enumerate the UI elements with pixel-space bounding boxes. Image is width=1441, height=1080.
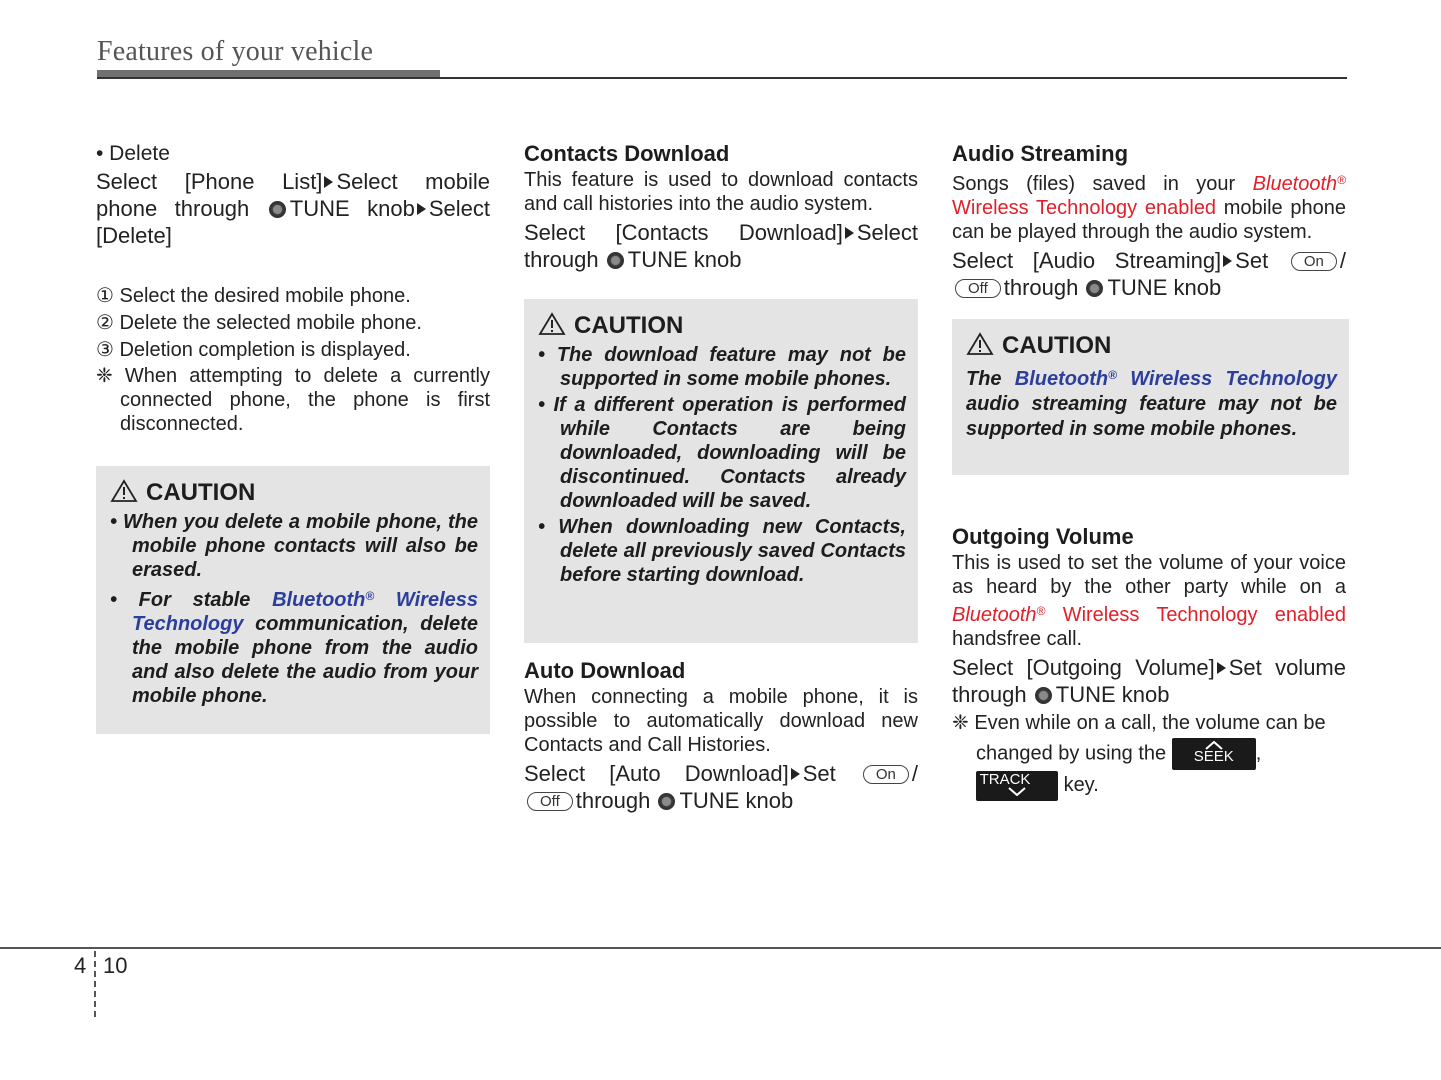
tune-knob-icon — [269, 201, 286, 218]
arrow-right-icon — [1217, 662, 1226, 674]
caution-body: The Bluetooth® Wireless Technology audio streaming feature may not be supported in some mobile phones. — [966, 368, 1337, 440]
caution-item: • When downloading new Contacts, delete all previously saved Contacts before starting download. — [538, 516, 906, 586]
delete-instruction: Select [Phone List] Select mobile phone through TUNE knob Select [Delete] — [96, 169, 490, 248]
column-middle — [524, 140, 918, 814]
arrow-right-icon — [791, 768, 800, 780]
caution-box-delete — [96, 466, 490, 734]
list-item: ② Delete the selected mobile phone. — [96, 312, 422, 334]
caution-item: • When you delete a mobile phone, the mobile phone contacts will also be erased. — [110, 511, 478, 581]
caution-item: • The download feature may not be supported in some mobile phones. — [538, 344, 906, 390]
caution-title: CAUTION — [538, 311, 906, 341]
caution-item: • For stable Bluetooth® Wireless Technology communication, delete the mobile phone from the audio and also delete the audio from your mobile phone. — [110, 589, 479, 707]
audio-streaming-instruction: Select [Audio Streaming] Set On / Off through TUNE knob — [952, 248, 1346, 300]
arrow-right-icon — [1223, 255, 1232, 267]
outgoing-volume-note: ❈ Even while on a call, the volume can be changed by using the SEEK , TRACK key. — [952, 708, 1346, 801]
page-number: 10 — [103, 953, 128, 978]
caution-title: CAUTION — [110, 478, 478, 508]
off-option-pill: Off — [527, 792, 573, 811]
arrow-right-icon — [417, 203, 426, 215]
tune-knob-icon — [658, 793, 675, 810]
outgoing-volume-desc: This is used to set the volume of your voice as heard by the other party while on a Bluetooth® Wireless Technology enabled handsfree call. — [952, 552, 1346, 650]
caution-title: CAUTION — [966, 331, 1337, 361]
caution-box-streaming — [952, 319, 1349, 475]
column-right — [952, 140, 1346, 801]
outgoing-volume-instruction: Select [Outgoing Volume] Set volume through TUNE knob — [952, 655, 1346, 707]
warning-triangle-icon — [538, 312, 566, 336]
delete-steps-list — [96, 283, 490, 436]
contacts-download-instruction: Select [Contacts Download] Select through TUNE knob — [524, 220, 918, 272]
header-rule — [97, 77, 1347, 79]
warning-triangle-icon — [110, 479, 138, 503]
bluetooth-brand: Bluetooth® Wireless Technology — [132, 589, 479, 635]
contacts-download-desc: This feature is used to download contacts and call histories into the audio system. — [524, 169, 918, 215]
tune-knob-icon — [1035, 687, 1052, 704]
bluetooth-brand: Bluetooth® — [1252, 173, 1347, 195]
list-item: ① Select the desired mobile phone. — [96, 285, 411, 307]
tune-knob-icon — [1086, 280, 1103, 297]
section-heading-outgoing-volume: Outgoing Volume — [952, 524, 1134, 549]
footer-divider — [94, 951, 96, 1017]
track-key-icon: TRACK — [976, 771, 1058, 801]
section-heading-auto-download: Auto Download — [524, 658, 686, 683]
section-heading-audio-streaming: Audio Streaming — [952, 141, 1129, 166]
arrow-right-icon — [324, 176, 333, 188]
page-header-title: Features of your vehicle — [97, 36, 374, 67]
section-heading-contacts-download: Contacts Download — [524, 141, 730, 166]
auto-download-instruction: Select [Auto Download] Set On / Off through TUNE knob — [524, 761, 918, 813]
seek-key-icon: SEEK — [1172, 738, 1256, 770]
caution-item: • If a different operation is performed while Contacts are being downloaded, downloading will be discontinued. Contacts already downloaded will be saved. — [538, 394, 906, 512]
footer-rule — [0, 947, 1441, 949]
bluetooth-brand: Bluetooth® — [952, 604, 1046, 626]
caution-box-contacts — [524, 299, 918, 643]
list-item: ③ Deletion completion is displayed. — [96, 339, 411, 361]
off-option-pill: Off — [955, 279, 1001, 298]
bluetooth-brand: Bluetooth® Wireless Technology — [1014, 368, 1337, 390]
audio-streaming-desc: Songs (files) saved in your Bluetooth® Wireless Technology enabled mobile phone can be played through the audio system. — [952, 173, 1347, 243]
auto-download-desc: When connecting a mobile phone, it is possible to automatically download new Contacts and Call Histories. — [524, 686, 918, 756]
tune-knob-icon — [607, 252, 624, 269]
on-option-pill: On — [1291, 252, 1337, 271]
arrow-right-icon — [845, 227, 854, 239]
on-option-pill: On — [863, 765, 909, 784]
chapter-number: 4 — [74, 953, 87, 978]
delete-note: ❈ When attempting to delete a currently connected phone, the phone is first disconnected. — [96, 365, 490, 435]
column-left — [96, 140, 490, 734]
delete-bullet: • Delete — [96, 142, 170, 165]
warning-triangle-icon — [966, 332, 994, 356]
